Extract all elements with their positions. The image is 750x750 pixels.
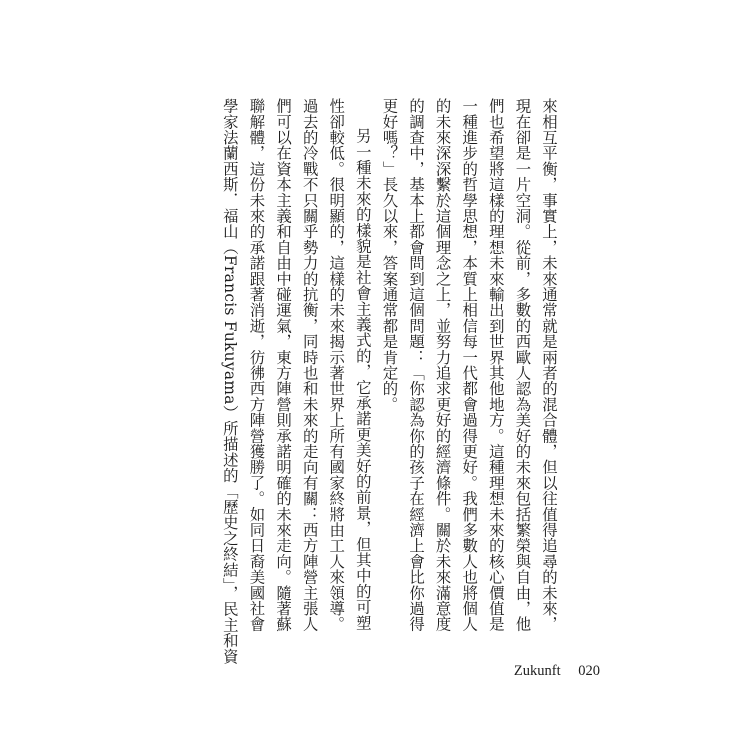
paragraph-start-line: 另一種未來的樣貌是社會主義式的，它承諾更美好的前景，但其中的可塑 bbox=[353, 128, 372, 631]
page-number: 020 bbox=[578, 663, 600, 679]
chapter-title: Zukunft bbox=[513, 663, 561, 679]
text-line: 來相互平衡，事實上，未來通常就是兩者的混合體，但以往值得追尋的未來， bbox=[540, 98, 558, 632]
vertical-text-body bbox=[216, 98, 562, 664]
text-line: 聯解體，這份未來的承諾跟著消逝，彷彿西方陣營獲勝了。如同日裔美國社會 bbox=[247, 98, 266, 632]
text-line: 學家法蘭西斯．福山（Francis Fukuyama）所描述的「歷史之終結」，民主和資 bbox=[220, 98, 239, 664]
text-line: 的未來深深繫於這個理念之上，並努力追求更好的經濟條件。關於未來滿意度 bbox=[433, 98, 452, 632]
text-line: 過去的冷戰不只關乎勢力的抗衡，同時也和未來的走向有關：西方陣營主張人 bbox=[300, 98, 319, 632]
text-line: 一種進步的哲學思想，本質上相信每一代都會過得更好。我們多數人也將個人 bbox=[460, 98, 479, 632]
text-line: 現在卻是一片空洞。從前，多數的西歐人認為美好的未來包括繁榮與自由，他 bbox=[513, 98, 532, 632]
text-line: 們也希望將這樣的理想未來輸出到世界其他地方。這種理想未來的核心價值是 bbox=[486, 98, 505, 632]
text-line: 性卻較低。很明顯的，這樣的未來揭示著世界上所有國家終將由工人來領導。 bbox=[327, 98, 346, 632]
text-line: 們可以在資本主義和自由中碰運氣，東方陣營則承諾明確的未來走向。隨著蘇 bbox=[274, 98, 293, 632]
text-line: 的調查中，基本上都會問到這個問題：「你認為你的孩子在經濟上會比你過得 bbox=[407, 98, 426, 632]
text-line: 更好嗎？」長久以來，答案通常都是肯定的。 bbox=[380, 98, 399, 412]
page-footer bbox=[514, 663, 600, 680]
